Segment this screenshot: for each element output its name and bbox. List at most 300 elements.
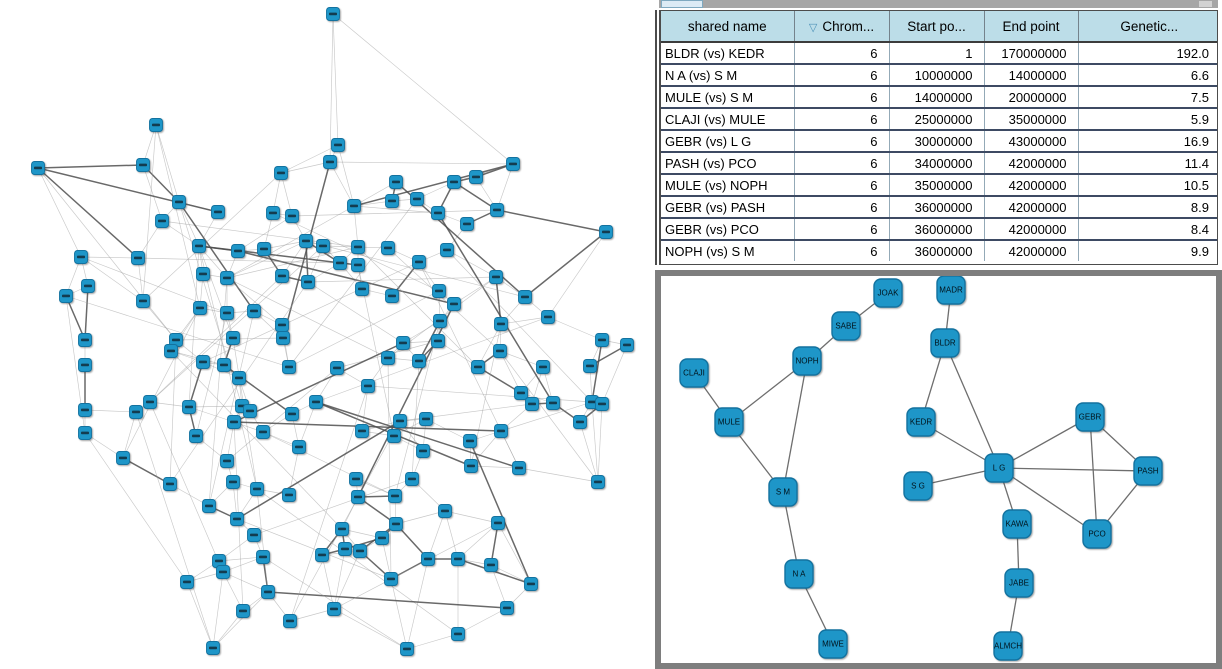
node-madr[interactable]	[937, 276, 965, 304]
cell-shared-name[interactable]: CLAJI (vs) MULE	[661, 108, 794, 130]
cell-shared-name[interactable]: N A (vs) S M	[661, 64, 794, 86]
cell-value[interactable]: 6	[794, 196, 889, 218]
hairball-node-label	[62, 295, 70, 298]
table-horizontal-scrollbar[interactable]	[659, 0, 1218, 8]
hairball-edge	[330, 162, 513, 164]
node-joak[interactable]	[874, 279, 902, 307]
column-header-end-point[interactable]	[984, 11, 1078, 42]
cell-value[interactable]: 14000000	[889, 86, 984, 108]
hairball-edge	[497, 210, 606, 232]
subnetwork-node-label: PASH	[1137, 466, 1159, 476]
hairball-node-label	[146, 401, 154, 404]
hairball-node-label	[350, 205, 358, 208]
hairball-node-label	[493, 209, 501, 212]
hairball-node-label	[517, 392, 525, 395]
hairball-node-label	[392, 181, 400, 184]
cell-value[interactable]: 5.9	[1078, 108, 1218, 130]
cell-value[interactable]: 10.5	[1078, 174, 1218, 196]
node-mule[interactable]	[715, 408, 743, 436]
hairball-edge	[85, 433, 187, 582]
hairball-node-label	[288, 413, 296, 416]
hairball-node-label	[84, 285, 92, 288]
hairball-edge	[289, 447, 299, 495]
hairball-node-label	[497, 323, 505, 326]
hairball-edge	[213, 572, 223, 648]
hairball-edge	[548, 232, 606, 317]
hairball-node-label	[285, 366, 293, 369]
hairball-edge	[213, 592, 268, 648]
hairball-node-label	[119, 457, 127, 460]
cell-value[interactable]: 34000000	[889, 152, 984, 174]
hairball-edge	[338, 145, 354, 206]
hairball-edge	[292, 210, 497, 216]
hairball-node-label	[549, 402, 557, 405]
hairball-node-label	[467, 465, 475, 468]
hairball-node-label	[250, 310, 258, 313]
hairball-node-label	[329, 13, 337, 16]
cell-value[interactable]: 42000000	[984, 174, 1078, 196]
table-row[interactable]	[661, 240, 1218, 261]
table-row[interactable]	[661, 152, 1218, 174]
hairball-edge	[123, 308, 200, 458]
hairball-edge	[136, 412, 213, 648]
hairball-node-label	[474, 366, 482, 369]
hairball-edge	[268, 592, 507, 608]
hairball-edge	[150, 402, 223, 572]
hairball-edge	[580, 422, 598, 482]
hairball-node-label	[586, 365, 594, 368]
hairball-edge	[334, 523, 498, 609]
column-header-label: Start po...	[907, 18, 966, 34]
cell-value[interactable]: 6	[794, 108, 889, 130]
hairball-edge	[334, 609, 407, 649]
hairball-edge	[189, 406, 242, 407]
node-kawa[interactable]	[1003, 510, 1031, 538]
subnetwork-edge[interactable]	[783, 361, 807, 492]
cell-value[interactable]: 6	[794, 152, 889, 174]
hairball-node-label	[205, 505, 213, 508]
column-header-label: shared name	[687, 18, 767, 34]
hairball-node-label	[139, 300, 147, 303]
cell-value[interactable]: 8.4	[1078, 218, 1218, 240]
scrollbar-thumb[interactable]	[661, 0, 703, 8]
cell-shared-name[interactable]: MULE (vs) S M	[661, 86, 794, 108]
hairball-node-label	[81, 409, 89, 412]
cell-value[interactable]: 6.6	[1078, 64, 1218, 86]
hairball-node-label	[195, 245, 203, 248]
hairball-node-label	[338, 528, 346, 531]
hairball-node-label	[253, 488, 261, 491]
hairball-edge	[501, 317, 548, 324]
subnetwork-panel	[655, 270, 1222, 669]
hairball-edge	[525, 232, 606, 297]
table-row[interactable]	[661, 174, 1218, 196]
hairball-node-label	[384, 247, 392, 250]
hairball-node-label	[229, 337, 237, 340]
hairball-edge	[407, 634, 458, 649]
hairball-edge	[458, 608, 507, 634]
hairball-edge	[548, 317, 602, 340]
hairball-node-label	[602, 231, 610, 234]
subnetwork-node-label: MULE	[717, 417, 741, 427]
hairball-node-label	[77, 256, 85, 259]
hairball-edge	[170, 340, 176, 484]
hairball-node-label	[34, 167, 42, 170]
cell-value[interactable]: 35000000	[889, 174, 984, 196]
cell-value[interactable]: 6	[794, 64, 889, 86]
hairball-node-label	[497, 430, 505, 433]
hairball-node-label	[214, 211, 222, 214]
table-row[interactable]	[661, 196, 1218, 218]
node-bldr[interactable]	[931, 329, 959, 357]
hairball-edge	[388, 358, 391, 579]
hairball-node-label	[598, 339, 606, 342]
cell-value[interactable]: 10000000	[889, 64, 984, 86]
hairball-node-label	[496, 350, 504, 353]
hairball-edge	[38, 168, 81, 257]
hairball-node-label	[487, 564, 495, 567]
hairball-edge	[602, 345, 627, 404]
hairball-edge	[38, 168, 138, 258]
hairball-node-label	[260, 248, 268, 251]
node-pash[interactable]	[1134, 457, 1162, 485]
subnetwork-edge[interactable]	[1090, 417, 1097, 534]
cell-shared-name[interactable]: GEBR (vs) PCO	[661, 218, 794, 240]
hairball-node-label	[441, 510, 449, 513]
subnetwork-node-label: S G	[911, 481, 925, 491]
hairball-edge	[519, 468, 598, 482]
hairball-node-label	[450, 303, 458, 306]
cell-value[interactable]: 8.9	[1078, 196, 1218, 218]
hairball-node-label	[278, 324, 286, 327]
hairball-edge	[354, 164, 513, 206]
hairball-node-label	[277, 172, 285, 175]
hairball-node-label	[81, 364, 89, 367]
hairball-node-label	[576, 421, 584, 424]
hairball-node-label	[388, 200, 396, 203]
node-claji[interactable]	[680, 359, 708, 387]
hairball-node-label	[435, 290, 443, 293]
node-s-g[interactable]	[904, 472, 932, 500]
hairball-node-label	[424, 558, 432, 561]
hairball-node-label	[341, 548, 349, 551]
hairball-node-label	[396, 420, 404, 423]
cell-value[interactable]: 42000000	[984, 152, 1078, 174]
hairball-node-label	[192, 435, 200, 438]
edge-attribute-table	[661, 11, 1218, 261]
table-row[interactable]	[661, 218, 1218, 240]
table-row[interactable]	[661, 86, 1218, 108]
hairball-edge	[254, 479, 412, 535]
hairball-node-label	[81, 339, 89, 342]
hairball-node-label	[230, 421, 238, 424]
hairball-edge	[391, 579, 407, 649]
hairball-node-label	[269, 212, 277, 215]
hairball-node-label	[466, 440, 474, 443]
hairball-node-label	[223, 277, 231, 280]
scrollbar-end-button[interactable]	[1199, 1, 1212, 7]
cell-value[interactable]: 30000000	[889, 130, 984, 152]
cell-shared-name[interactable]: NOPH (vs) S M	[661, 240, 794, 261]
hairball-edge	[334, 551, 360, 609]
hairball-node-label	[215, 560, 223, 563]
hairball-node-label	[278, 275, 286, 278]
table-row[interactable]	[661, 64, 1218, 86]
hairball-edge	[123, 458, 170, 484]
hairball-edge	[407, 559, 428, 649]
node-n-a[interactable]	[785, 560, 813, 588]
hairball-node-label	[354, 496, 362, 499]
hairball-node-label	[399, 342, 407, 345]
cell-value[interactable]: 6	[794, 240, 889, 261]
hairball-node-label	[234, 250, 242, 253]
hairball-node-label	[302, 240, 310, 243]
hairball-node-label	[199, 361, 207, 364]
hairball-edge	[334, 549, 345, 609]
hairball-node-label	[259, 556, 267, 559]
cell-value[interactable]: 42000000	[984, 240, 1078, 261]
hairball-node-label	[81, 432, 89, 435]
hairball-node-label	[235, 377, 243, 380]
hairball-node-label	[286, 620, 294, 623]
hairball-edge	[447, 250, 496, 277]
hairball-node-label	[390, 435, 398, 438]
hairball-node-label	[422, 418, 430, 421]
hairball-node-label	[352, 478, 360, 481]
cell-shared-name[interactable]: GEBR (vs) L G	[661, 130, 794, 152]
node-almch[interactable]	[994, 632, 1022, 660]
hairball-node-label	[134, 257, 142, 260]
cell-shared-name[interactable]: MULE (vs) NOPH	[661, 174, 794, 196]
cell-value[interactable]: 36000000	[889, 218, 984, 240]
table-row[interactable]	[661, 108, 1218, 130]
subnetwork-node-label: NOPH	[795, 356, 819, 366]
subnetwork-node-label: GEBR	[1078, 412, 1102, 422]
cell-shared-name[interactable]: GEBR (vs) PASH	[661, 196, 794, 218]
hairball-node-label	[356, 550, 364, 553]
hairball-node-label	[172, 339, 180, 342]
hairball-node-label	[264, 591, 272, 594]
hairball-node-label	[391, 495, 399, 498]
hairball-node-label	[588, 401, 596, 404]
hairball-node-label	[166, 483, 174, 486]
hairball-edge	[396, 511, 445, 524]
hairball-node-label	[388, 295, 396, 298]
hairball-node-label	[333, 367, 341, 370]
hairball-node-label	[199, 273, 207, 276]
column-header-label: Genetic...	[1120, 18, 1179, 34]
hairball-node-label	[229, 481, 237, 484]
subnetwork-node-label: MIWE	[822, 639, 844, 649]
subnetwork-node-label: PCO	[1088, 529, 1106, 539]
hairball-node-label	[544, 316, 552, 319]
hairball-node-label	[175, 201, 183, 204]
cell-value[interactable]: 43000000	[984, 130, 1078, 152]
hairball-node-label	[233, 518, 241, 521]
table-row[interactable]	[661, 130, 1218, 152]
table-header-row	[661, 11, 1218, 42]
hairball-node-label	[336, 262, 344, 265]
hairball-node-label	[378, 537, 386, 540]
hairball-node-label	[152, 124, 160, 127]
table-panel-left-edge	[655, 10, 657, 265]
hairball-node-label	[454, 633, 462, 636]
hairball-node-label	[434, 212, 442, 215]
hairball-edge	[38, 165, 143, 168]
node-sabe[interactable]	[832, 312, 860, 340]
node-jabe[interactable]	[1005, 569, 1033, 597]
hairball-node-label	[415, 261, 423, 264]
hairball-node-label	[326, 161, 334, 164]
hairball-node-label	[330, 608, 338, 611]
hairball-edge	[196, 313, 227, 436]
hairball-node-label	[185, 406, 193, 409]
hairball-edge	[85, 410, 136, 412]
cell-value[interactable]: 20000000	[984, 86, 1078, 108]
cell-value[interactable]: 1	[889, 42, 984, 64]
hairball-edge	[234, 343, 403, 422]
hairball-edge	[592, 402, 598, 482]
hairball-node-label	[183, 581, 191, 584]
column-header-label: Chrom...	[822, 18, 875, 34]
node-s-m[interactable]	[769, 478, 797, 506]
hairball-node-label	[539, 366, 547, 369]
hairball-node-label	[139, 164, 147, 167]
subnetwork-node-label: CLAJI	[683, 368, 705, 378]
subnetwork-view[interactable]	[661, 276, 1216, 663]
hairball-edge	[38, 168, 218, 212]
filter-icon[interactable]: ▽	[808, 21, 818, 34]
hairball-node-label	[295, 446, 303, 449]
column-header-label: End point	[1002, 18, 1060, 34]
hairball-node-label	[503, 607, 511, 610]
subnetwork-node-label: KEDR	[909, 417, 933, 427]
hairball-node-label	[259, 431, 267, 434]
cell-value[interactable]: 36000000	[889, 240, 984, 261]
cell-value[interactable]: 14000000	[984, 64, 1078, 86]
hairball-node-label	[354, 264, 362, 267]
hairball-node-label	[450, 181, 458, 184]
hairball-node-label	[279, 337, 287, 340]
cell-value[interactable]: 192.0	[1078, 42, 1218, 64]
hairball-node-label	[436, 320, 444, 323]
hairball-node-label	[454, 558, 462, 561]
subnetwork-edge[interactable]	[999, 468, 1148, 471]
node-miwe[interactable]	[819, 630, 847, 658]
cell-value[interactable]: 35000000	[984, 108, 1078, 130]
hairball-node-label	[246, 410, 254, 413]
hairball-node-label	[515, 467, 523, 470]
hairball-node-label	[509, 163, 517, 166]
hairball-node-label	[434, 340, 442, 343]
hairball-node-label	[223, 460, 231, 463]
node-gebr[interactable]	[1076, 403, 1104, 431]
node-pco[interactable]	[1083, 520, 1111, 548]
hairball-edge	[187, 582, 213, 648]
subnetwork-node-label: ALMCH	[993, 641, 1023, 651]
hairball-node-label	[358, 288, 366, 291]
hairball-node-label	[408, 478, 416, 481]
hairball-node-label	[443, 249, 451, 252]
hairball-node-label	[594, 481, 602, 484]
hairball-node-label	[528, 403, 536, 406]
cell-value[interactable]: 42000000	[984, 196, 1078, 218]
hairball-edge	[598, 404, 602, 482]
hairball-edge	[445, 511, 498, 523]
hairball-node-label	[167, 350, 175, 353]
hairball-node-label	[384, 357, 392, 360]
hairball-edge	[445, 511, 458, 559]
cell-shared-name[interactable]: PASH (vs) PCO	[661, 152, 794, 174]
cell-value[interactable]: 25000000	[889, 108, 984, 130]
node-noph[interactable]	[793, 347, 821, 375]
hairball-node-label	[413, 198, 421, 201]
hairball-edge	[281, 162, 330, 173]
attribute-table-panel	[659, 10, 1218, 265]
hairball-node-label	[623, 344, 631, 347]
hairball-node-label	[132, 411, 140, 414]
cell-value[interactable]: 6	[794, 174, 889, 196]
cell-value[interactable]: 36000000	[889, 196, 984, 218]
cell-value[interactable]: 6	[794, 86, 889, 108]
cell-value[interactable]: 7.5	[1078, 86, 1218, 108]
column-header-start-po---[interactable]	[889, 11, 984, 42]
cell-value[interactable]: 6	[794, 218, 889, 240]
hairball-node-label	[196, 307, 204, 310]
subnetwork-node-label: S M	[775, 487, 791, 497]
cell-value[interactable]: 6	[794, 42, 889, 64]
hairball-edge	[333, 14, 513, 164]
subnetwork-node-label: KAWA	[1005, 519, 1029, 529]
hairball-node-label	[209, 647, 217, 650]
subnetwork-node-label: BLDR	[934, 338, 956, 348]
column-header-genetic---[interactable]	[1078, 11, 1218, 42]
cell-value[interactable]: 6	[794, 130, 889, 152]
hairball-node-label	[312, 401, 320, 404]
hairball-node-label	[220, 364, 228, 367]
hairball-node-label	[334, 144, 342, 147]
subnetwork-edge[interactable]	[945, 343, 999, 468]
hairball-node-label	[318, 554, 326, 557]
hairball-node-label	[219, 571, 227, 574]
cell-value[interactable]: 170000000	[984, 42, 1078, 64]
node-kedr[interactable]	[907, 408, 935, 436]
hairball-node-label	[494, 522, 502, 525]
hairball-node-label	[492, 276, 500, 279]
cell-value[interactable]: 11.4	[1078, 152, 1218, 174]
subnetwork-node-label: JOAK	[877, 288, 899, 298]
hairball-edge	[316, 317, 548, 402]
hairball-node-label	[239, 610, 247, 613]
subnetwork-node-label: L G	[992, 463, 1006, 473]
hairball-node-label	[285, 494, 293, 497]
table-row[interactable]	[661, 42, 1218, 64]
cell-value[interactable]: 42000000	[984, 218, 1078, 240]
column-header-shared-name[interactable]	[661, 11, 794, 42]
subnetwork-node-label: N A	[792, 569, 806, 579]
node-l-g[interactable]	[985, 454, 1013, 482]
cell-shared-name[interactable]: BLDR (vs) KEDR	[661, 42, 794, 64]
hairball-node-label	[521, 296, 529, 299]
column-header-chrom---[interactable]	[794, 11, 889, 42]
hairball-node-label	[598, 403, 606, 406]
hairball-edge	[333, 14, 338, 145]
cell-value[interactable]: 16.9	[1078, 130, 1218, 152]
subnetwork-node-label: MADR	[939, 285, 963, 295]
cell-value[interactable]: 9.9	[1190, 243, 1209, 259]
hairball-edge	[38, 168, 176, 340]
hairball-node-label	[358, 430, 366, 433]
